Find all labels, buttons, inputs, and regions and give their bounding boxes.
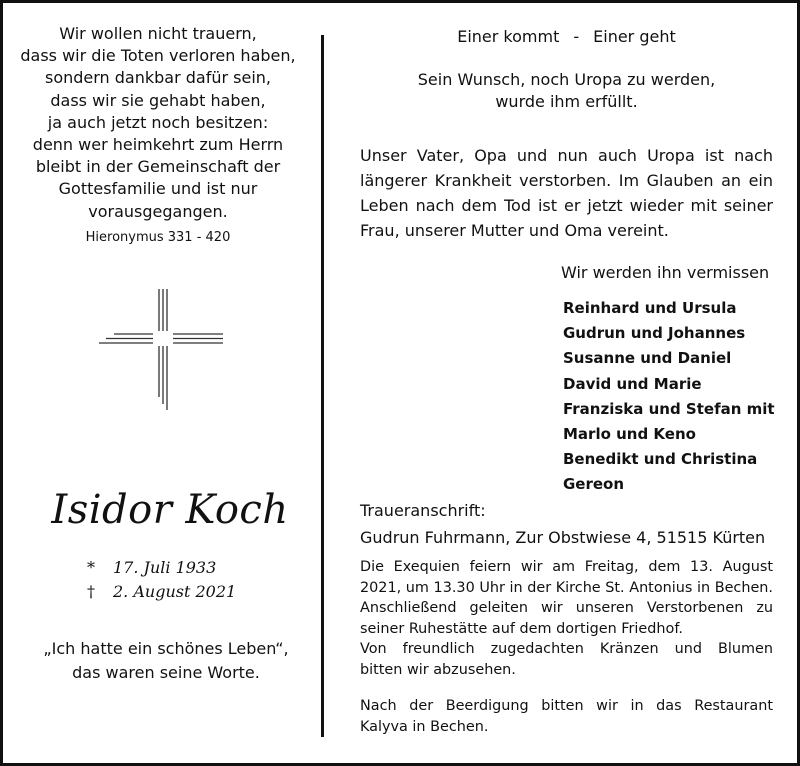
poem-line: vorausgegangen. — [88, 201, 228, 221]
family-member: Gereon — [563, 475, 625, 494]
cross-icon — [99, 289, 223, 411]
quote-line: „Ich hatte ein schönes Leben“, — [43, 639, 289, 658]
heading-left: Einer kommt — [457, 27, 560, 46]
poem — [3, 23, 313, 223]
poem-line: dass wir die Toten verloren haben, — [20, 46, 296, 66]
address-label: Traueranschrift: — [360, 501, 486, 520]
life-dates — [87, 556, 236, 604]
left-column — [3, 3, 313, 763]
poem-line: ja auch jetzt noch besitzen: — [47, 112, 269, 132]
family-list — [563, 296, 775, 498]
last-words-quote — [3, 637, 329, 685]
family-member: David und Marie — [563, 374, 702, 393]
wish-line: wurde ihm erfüllt. — [495, 92, 638, 111]
family-member: Benedikt und Christina — [563, 450, 758, 469]
miss-text: Wir werden ihn vermissen — [561, 263, 770, 282]
family-member: Gudrun und Johannes — [563, 324, 746, 343]
wish-line: Sein Wunsch, noch Uropa zu werden, — [417, 70, 716, 89]
family-member: Reinhard und Ursula — [563, 299, 737, 317]
address-line: Gudrun Fuhrmann, Zur Obstwiese 4, 51515 Kürten — [360, 528, 766, 547]
restaurant-paragraph — [360, 696, 773, 737]
funeral-paragraph — [360, 557, 773, 681]
poem-line: denn wer heimkehrt zum Herrn — [32, 135, 284, 155]
family-member: Marlo und Keno — [563, 425, 696, 444]
poem-line: sondern dankbar dafür sein, — [44, 68, 272, 88]
poem-line: Gottesfamilie und ist nur — [58, 179, 258, 199]
column-divider — [321, 35, 324, 737]
poem-line: dass wir sie gehabt haben, — [50, 90, 266, 110]
poem-line: bleibt in der Gemeinschaft der — [35, 157, 281, 177]
death-row — [87, 580, 236, 604]
deceased-name: Isidor Koch — [51, 487, 289, 533]
birth-date: 17. Juli 1933 — [113, 558, 217, 577]
funeral-line: bitten wir abzusehen. — [360, 661, 516, 678]
funeral-line: Die Exequien feiern wir am Freitag, dem 13. August — [360, 559, 773, 575]
death-symbol: † — [87, 582, 95, 601]
birth-row — [87, 556, 236, 580]
funeral-line: 2021, um 13.30 Uhr in der Kirche St. Antonius in Bechen. — [360, 579, 773, 596]
heading — [360, 27, 773, 46]
poem-source: Hieronymus 331 - 420 — [85, 230, 231, 245]
family-member: Susanne und Daniel — [563, 349, 732, 368]
restaurant-line: Kalyva in Bechen. — [360, 718, 489, 735]
announcement-paragraph: Unser Vater, Opa und nun auch Uropa ist nach längerer Krankheit verstorben. Im Glauben an ein Leben nach dem Tod ist er jetzt wieder mit seiner Frau, unserer Mutter und Oma vereint. — [360, 146, 773, 240]
funeral-line: seiner Ruhestätte auf dem dortigen Friedhof. — [360, 620, 683, 637]
quote-line: das waren seine Worte. — [72, 663, 260, 682]
heading-right: Einer geht — [593, 27, 676, 46]
right-column — [360, 3, 773, 763]
wish-text — [360, 69, 773, 113]
restaurant-line: Nach der Beerdigung bitten wir in das Restaurant — [360, 698, 773, 714]
death-date: 2. August 2021 — [113, 582, 237, 601]
funeral-line: Anschließend geleiten wir unseren Verstorbenen zu — [360, 600, 773, 617]
funeral-line: Von freundlich zugedachten Kränzen und Blumen — [360, 641, 773, 658]
heading-separator: - — [573, 27, 580, 46]
birth-symbol: * — [87, 558, 95, 577]
poem-line: Wir wollen nicht trauern, — [59, 24, 257, 43]
family-member: Franziska und Stefan mit — [563, 399, 775, 418]
